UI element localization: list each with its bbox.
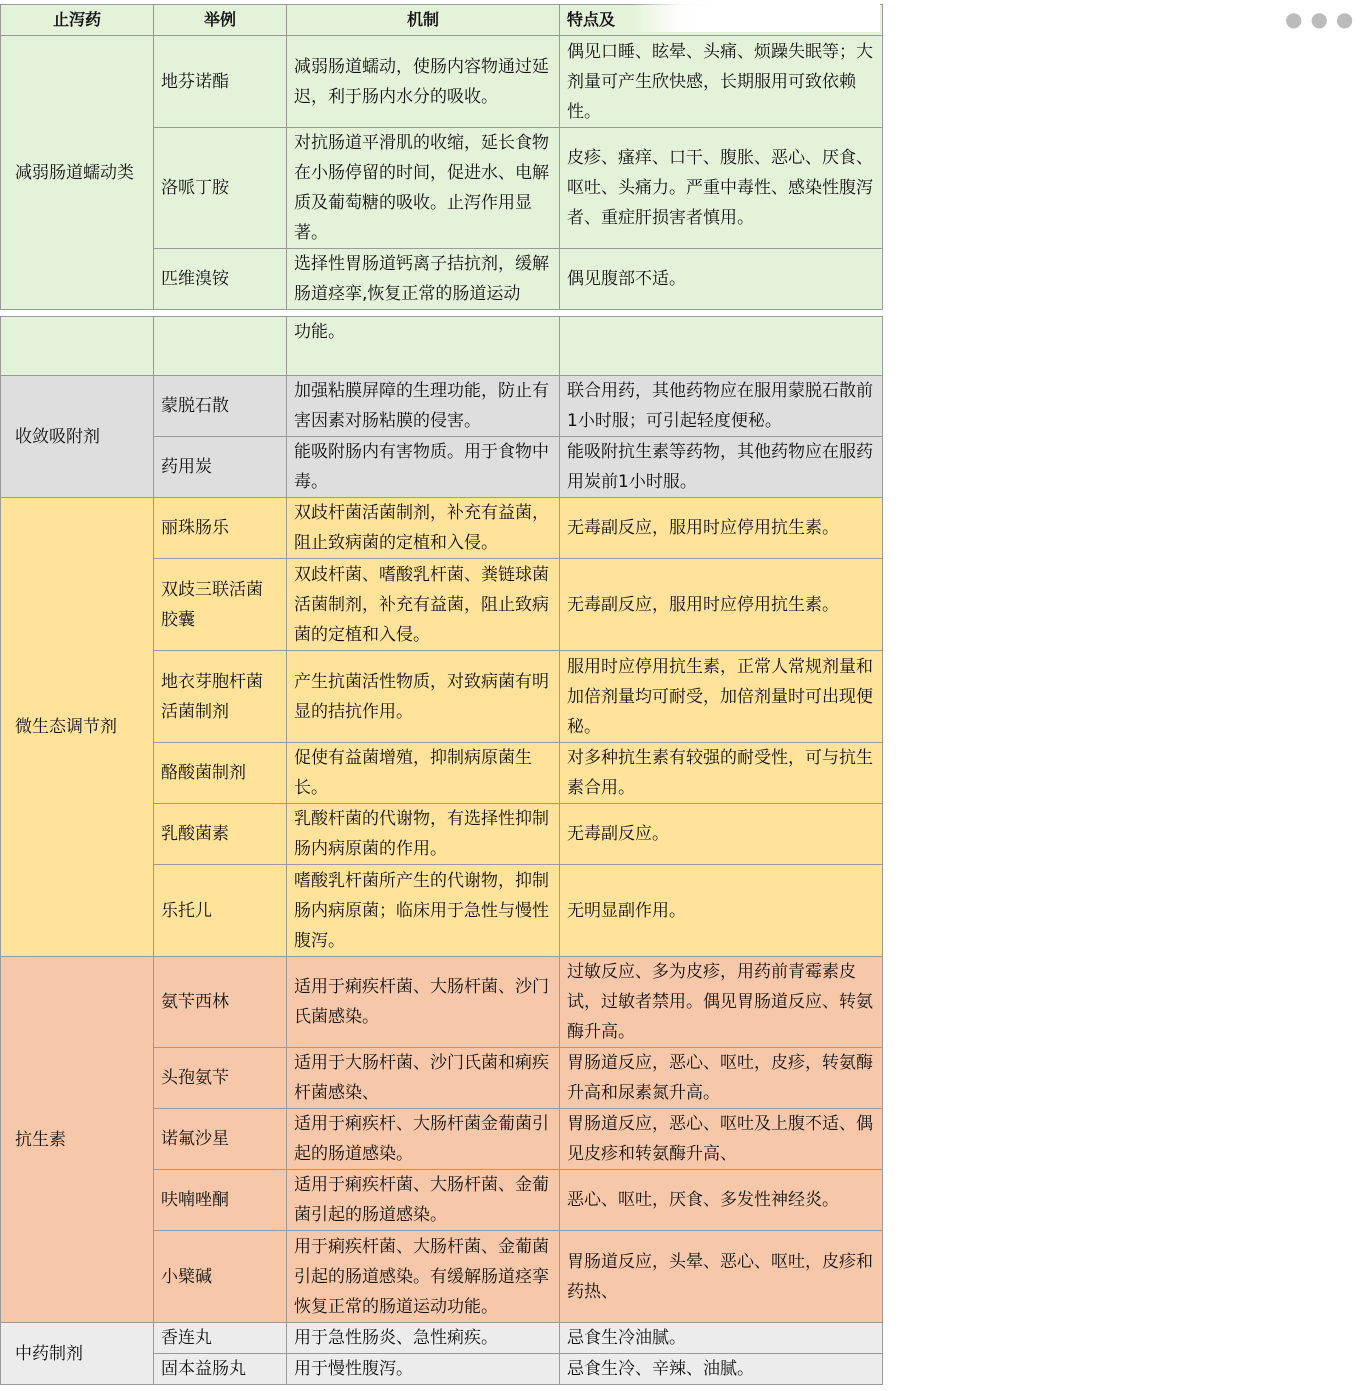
header-col-drug-class: 止泻药 xyxy=(1,5,154,36)
mechanism-cell: 嗜酸乳杆菌所产生的代谢物，抑制肠内病原菌；临床用于急性与慢性腹泻。 xyxy=(287,865,560,957)
notes-cell: 忌食生冷、辛辣、油腻。 xyxy=(560,1354,883,1385)
mechanism-cell: 用于慢性腹泻。 xyxy=(287,1354,560,1385)
mechanism-cell: 用于急性肠炎、急性痢疾。 xyxy=(287,1323,560,1354)
drug-cell: 小檗碱 xyxy=(154,1231,287,1323)
drug-cell: 药用炭 xyxy=(154,437,287,498)
notes-cell: 胃肠道反应，头晕、恶心、呕吐，皮疹和药热、 xyxy=(560,1231,883,1323)
notes-cell: 联合用药，其他药物应在服用蒙脱石散前1小时服；可引起轻度便秘。 xyxy=(560,376,883,437)
drug-cell: 氨苄西林 xyxy=(154,957,287,1048)
header-col-example: 举例 xyxy=(154,5,287,36)
notes-cell: 忌食生冷油腻。 xyxy=(560,1323,883,1354)
header-col-notes-text: 特点及 xyxy=(567,10,616,29)
notes-cell: 对多种抗生素有较强的耐受性，可与抗生素合用。 xyxy=(560,743,883,804)
mechanism-cell: 适用于痢疾杆、大肠杆菌金葡菌引起的肠道感染。 xyxy=(287,1109,560,1170)
mechanism-cell: 选择性胃肠道钙离子拮抗剂，缓解肠道痉挛,恢复正常的肠道运动 xyxy=(287,249,560,310)
mechanism-cell: 适用于痢疾杆菌、大肠杆菌、沙门氏菌感染。 xyxy=(287,957,560,1048)
header-blur-overlay xyxy=(630,4,1361,32)
table-row xyxy=(1,1323,883,1354)
category-cell: 微生态调节剂 xyxy=(1,498,154,957)
mechanism-cell: 适用于大肠杆菌、沙门氏菌和痢疾杆菌感染、 xyxy=(287,1048,560,1109)
antidiarrheal-table-top xyxy=(0,4,883,310)
category-cell: 抗生素 xyxy=(1,957,154,1323)
notes-cell: 恶心、呕吐，厌食、多发性神经炎。 xyxy=(560,1170,883,1231)
empty-drug-cell xyxy=(154,317,287,376)
mechanism-cell: 促使有益菌增殖，抑制病原菌生长。 xyxy=(287,743,560,804)
mechanism-cell: 乳酸杆菌的代谢物，有选择性抑制肠内病原菌的作用。 xyxy=(287,804,560,865)
notes-cell: 偶见腹部不适。 xyxy=(560,249,883,310)
header-col-mechanism: 机制 xyxy=(287,5,560,36)
notes-cell: 无毒副反应。 xyxy=(560,804,883,865)
mechanism-cell: 用于痢疾杆菌、大肠杆菌、金葡菌引起的肠道感染。有缓解肠道痉挛恢复正常的肠道运动功能。 xyxy=(287,1231,560,1323)
table-block-1 xyxy=(0,4,1361,310)
notes-cell: 皮疹、瘙痒、口干、腹胀、恶心、厌食、呕吐、头痛力。严重中毒性、感染性腹泻者、重症肝损害者慎用。 xyxy=(560,128,883,249)
table-block-2 xyxy=(0,316,882,1385)
drug-cell: 匹维溴铵 xyxy=(154,249,287,310)
mechanism-cell: 减弱肠道蠕动，使肠内容物通过延迟，利于肠内水分的吸收。 xyxy=(287,36,560,128)
category-cell: 收敛吸附剂 xyxy=(1,376,154,498)
notes-cell: 无毒副反应，服用时应停用抗生素。 xyxy=(560,559,883,651)
notes-cell: 偶见口睡、眩晕、头痛、烦躁失眠等；大剂量可产生欣快感，长期服用可致依赖性。 xyxy=(560,36,883,128)
drug-cell: 呋喃唑酮 xyxy=(154,1170,287,1231)
mechanism-cell: 加强粘膜屏障的生理功能，防止有害因素对肠粘膜的侵害。 xyxy=(287,376,560,437)
drug-cell: 乳酸菌素 xyxy=(154,804,287,865)
table-row xyxy=(1,36,883,128)
antidiarrheal-table-bottom xyxy=(0,316,883,1385)
category-cell: 减弱肠道蠕动类 xyxy=(1,36,154,310)
drug-cell: 诺氟沙星 xyxy=(154,1109,287,1170)
blur-dots: ●●● xyxy=(1285,7,1361,31)
drug-cell: 蒙脱石散 xyxy=(154,376,287,437)
table-row xyxy=(1,957,883,1048)
empty-notes-cell xyxy=(560,317,883,376)
notes-cell: 胃肠道反应，恶心、呕吐及上腹不适、偶见皮疹和转氨酶升高、 xyxy=(560,1109,883,1170)
drug-cell: 地芬诺酯 xyxy=(154,36,287,128)
drug-cell: 头孢氨苄 xyxy=(154,1048,287,1109)
continuation-row xyxy=(1,317,883,376)
drug-cell: 双歧三联活菌胶囊 xyxy=(154,559,287,651)
drug-cell: 香连丸 xyxy=(154,1323,287,1354)
drug-cell: 丽珠肠乐 xyxy=(154,498,287,559)
mechanism-cell: 双歧杆菌、嗜酸乳杆菌、粪链球菌活菌制剂，补充有益菌，阻止致病菌的定植和入侵。 xyxy=(287,559,560,651)
drug-cell: 乐托儿 xyxy=(154,865,287,957)
mechanism-cell: 功能。 xyxy=(287,317,560,376)
drug-cell: 酪酸菌制剂 xyxy=(154,743,287,804)
table-row xyxy=(1,376,883,437)
category-cell: 中药制剂 xyxy=(1,1323,154,1385)
drug-cell: 地衣芽胞杆菌活菌制剂 xyxy=(154,651,287,743)
notes-cell: 无明显副作用。 xyxy=(560,865,883,957)
mechanism-cell: 对抗肠道平滑肌的收缩，延长食物在小肠停留的时间，促进水、电解质及葡萄糖的吸收。止泻作用显著。 xyxy=(287,128,560,249)
notes-cell: 服用时应停用抗生素，正常人常规剂量和加倍剂量均可耐受，加倍剂量时可出现便秘。 xyxy=(560,651,883,743)
notes-cell: 无毒副反应，服用时应停用抗生素。 xyxy=(560,498,883,559)
mechanism-cell: 产生抗菌活性物质，对致病菌有明显的拮抗作用。 xyxy=(287,651,560,743)
notes-cell: 过敏反应、多为皮疹，用药前青霉素皮试，过敏者禁用。偶见胃肠道反应、转氨酶升高。 xyxy=(560,957,883,1048)
table-row xyxy=(1,498,883,559)
notes-cell: 能吸附抗生素等药物，其他药物应在服药用炭前1小时服。 xyxy=(560,437,883,498)
notes-cell: 胃肠道反应，恶心、呕吐，皮疹，转氨酶升高和尿素氮升高。 xyxy=(560,1048,883,1109)
drug-cell: 固本益肠丸 xyxy=(154,1354,287,1385)
mechanism-cell: 能吸附肠内有害物质。用于食物中毒。 xyxy=(287,437,560,498)
empty-category-cell xyxy=(1,317,154,376)
mechanism-cell: 双歧杆菌活菌制剂，补充有益菌，阻止致病菌的定植和入侵。 xyxy=(287,498,560,559)
mechanism-cell: 适用于痢疾杆菌、大肠杆菌、金葡菌引起的肠道感染。 xyxy=(287,1170,560,1231)
drug-cell: 洛哌丁胺 xyxy=(154,128,287,249)
